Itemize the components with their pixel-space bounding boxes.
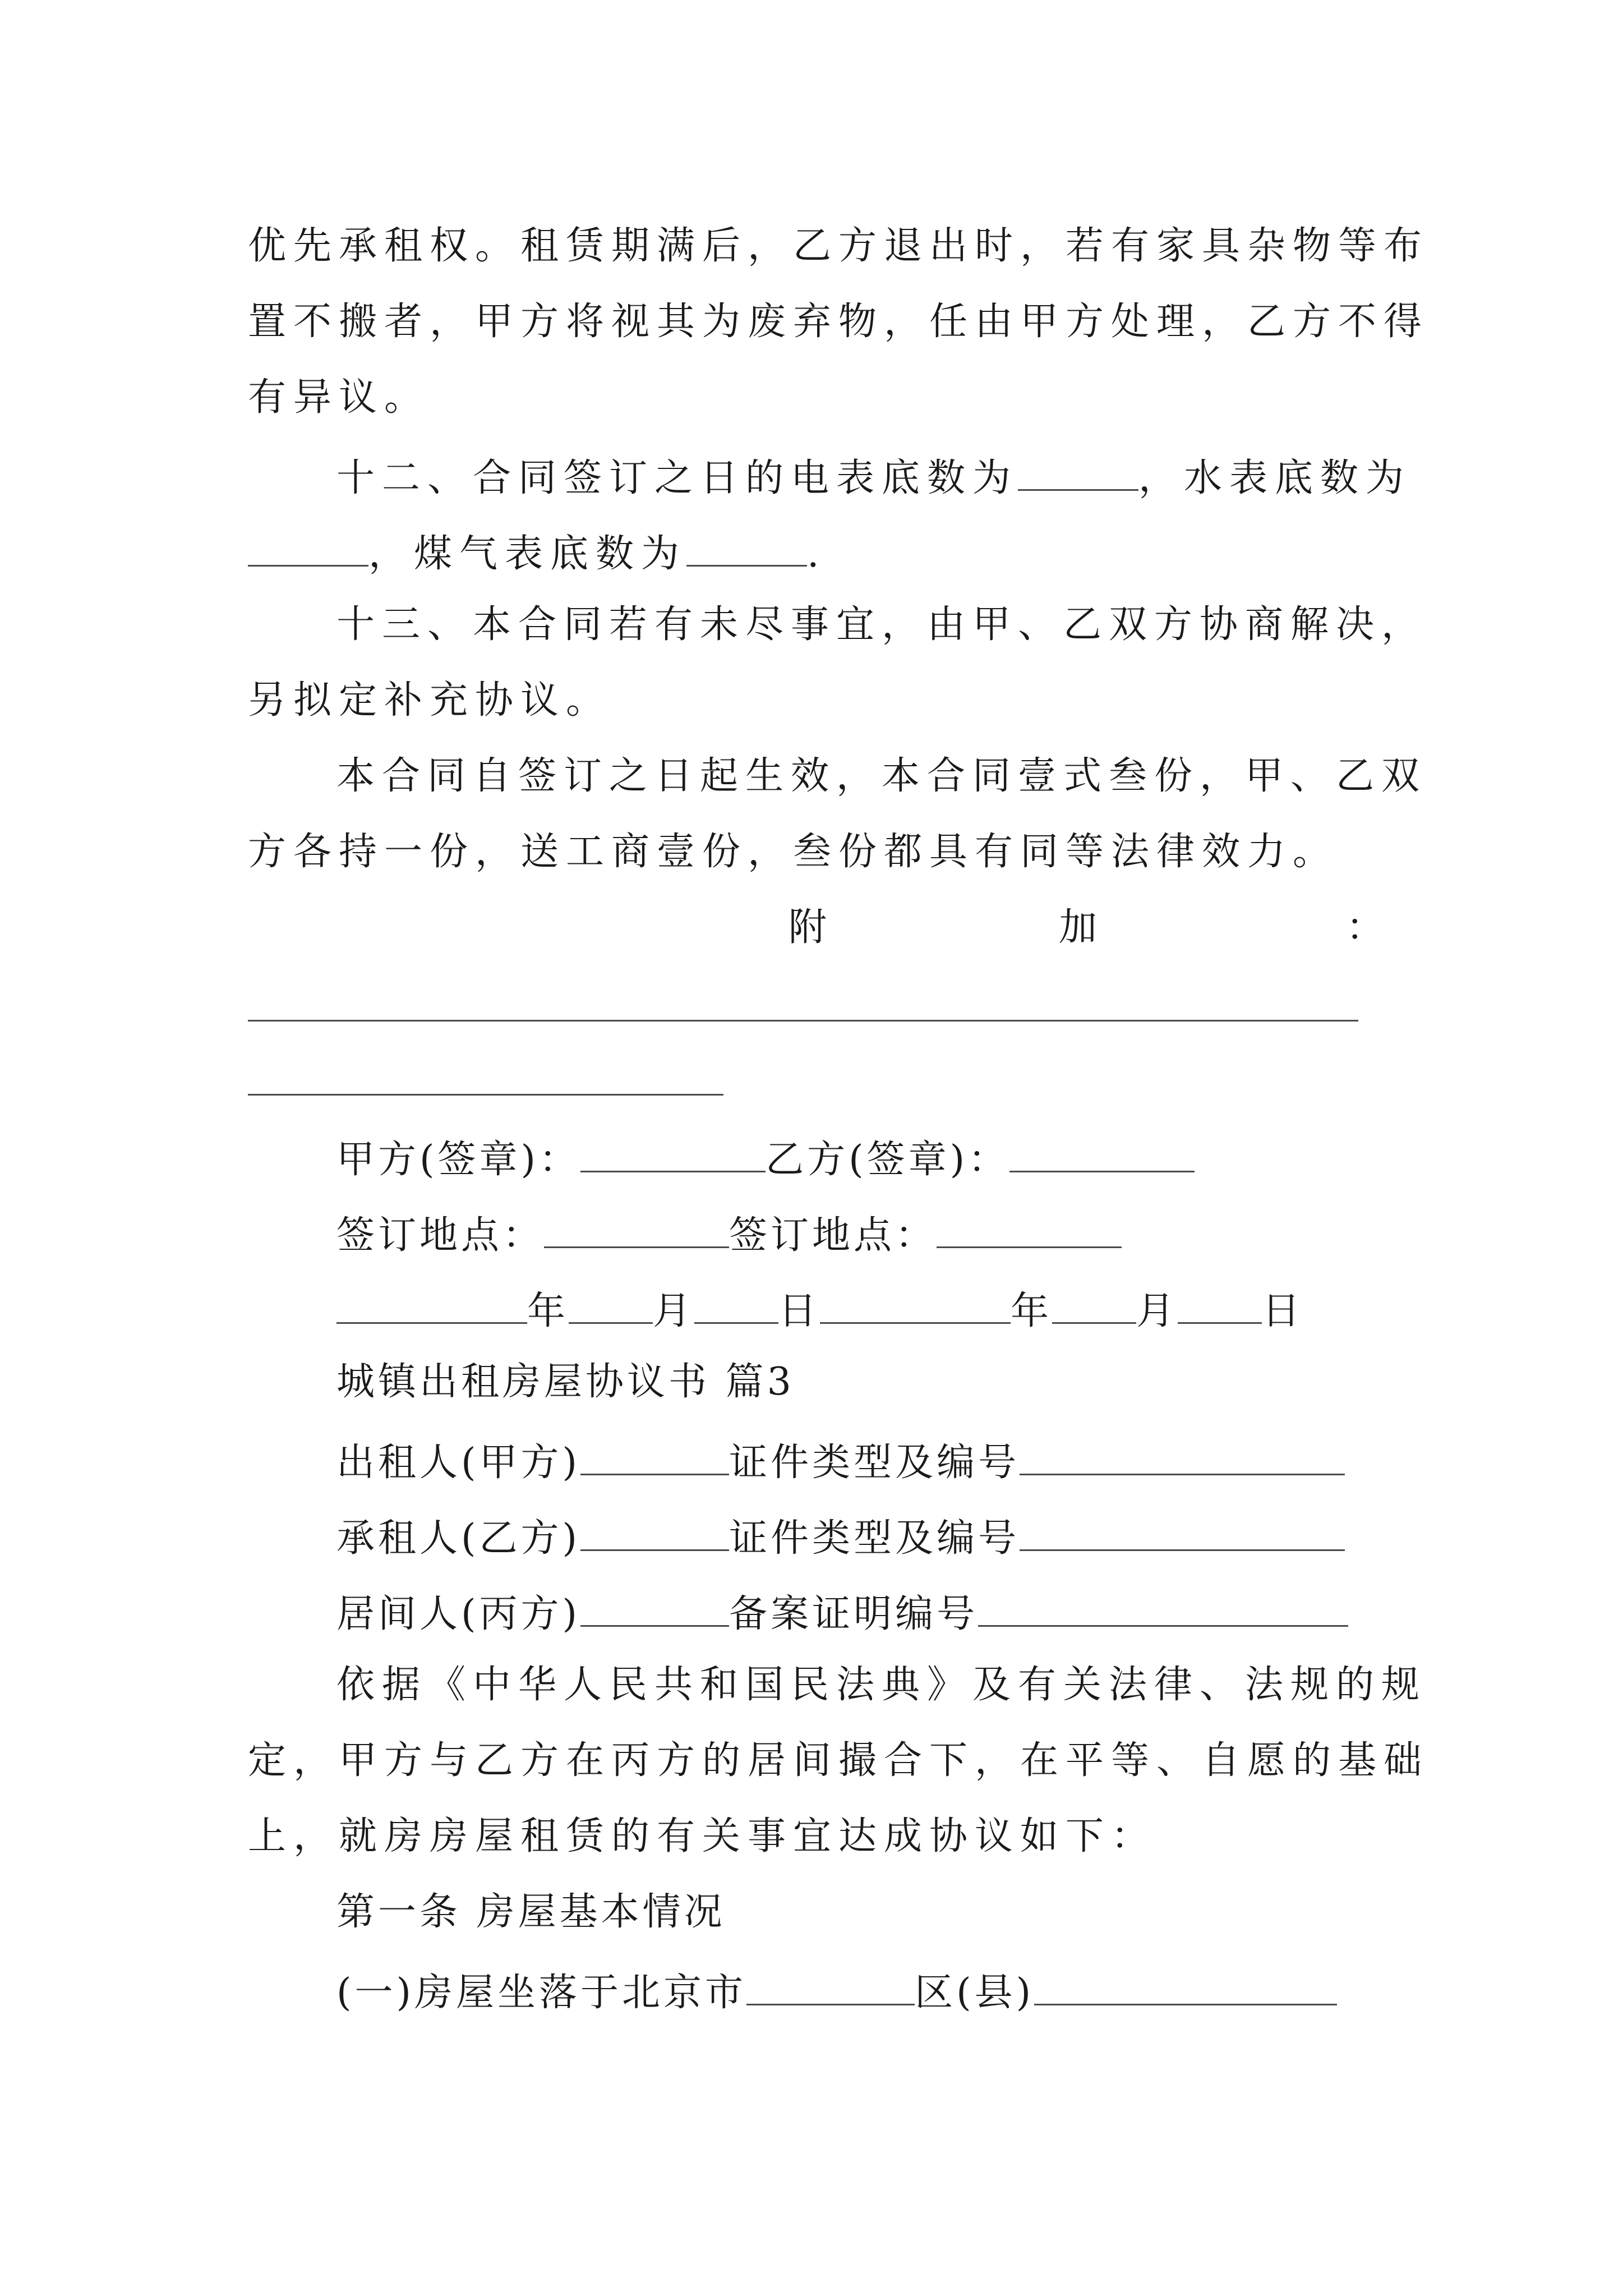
district-label: 区(县) bbox=[915, 1971, 1035, 2015]
article-1-heading: 第一条 房屋基本情况 bbox=[336, 1890, 726, 1934]
party-b-place-label: 签订地点： bbox=[729, 1213, 937, 1258]
text-line: 本合同自签订之日起生效，本合同壹式叁份，甲、乙双 bbox=[336, 754, 1427, 798]
party-b-signature-blank[interactable] bbox=[1009, 1136, 1195, 1172]
lessor-name-blank[interactable] bbox=[580, 1439, 729, 1475]
party-a-signature-blank[interactable] bbox=[580, 1136, 766, 1172]
appendix-blank-line-1[interactable] bbox=[248, 1020, 1358, 1022]
clause-12-text: 十二、合同签订之日的电表底数为 bbox=[336, 456, 1018, 500]
text-line: 优先承租权。租赁期满后，乙方退出时，若有家具杂物等布 bbox=[248, 224, 1430, 268]
clause-12-line2 bbox=[248, 530, 1392, 576]
section-title: 城镇出租房屋协议书 篇3 bbox=[336, 1360, 795, 1404]
year-blank-b[interactable] bbox=[820, 1287, 1011, 1324]
appendix-label-colon: ： bbox=[1346, 905, 1385, 950]
signing-place-line bbox=[336, 1212, 1392, 1258]
broker-name-blank[interactable] bbox=[580, 1590, 729, 1627]
text-line: 依据《中华人民共和国民法典》及有关法律、法规的规 bbox=[336, 1663, 1427, 1707]
appendix-label-fu: 附 bbox=[789, 905, 827, 950]
party-a-place-blank[interactable] bbox=[544, 1212, 729, 1248]
month-label: 月 bbox=[653, 1289, 695, 1333]
clause-12-text-2: ，水表底数为 bbox=[1138, 456, 1412, 500]
party-b-place-blank[interactable] bbox=[937, 1212, 1122, 1248]
broker-line bbox=[336, 1590, 1392, 1634]
lessor-id-blank[interactable] bbox=[1020, 1439, 1345, 1475]
text-line: 置不搬者，甲方将视其为废弃物，任由甲方处理，乙方不得 bbox=[248, 300, 1430, 344]
lessee-id-label: 证件类型及编号 bbox=[729, 1516, 1020, 1561]
text-line: 方各持一份，送工商壹份，叁份都具有同等法律效力。 bbox=[248, 830, 1339, 874]
lessor-label: 出租人(甲方) bbox=[336, 1441, 581, 1485]
year-blank-a[interactable] bbox=[336, 1287, 527, 1324]
lessee-label: 承租人(乙方) bbox=[336, 1516, 581, 1561]
location-line bbox=[336, 1969, 1392, 2015]
lessee-line bbox=[336, 1515, 1392, 1561]
text-line: 上，就房房屋租赁的有关事宜达成协议如下： bbox=[248, 1814, 1157, 1858]
text-line: 有异议。 bbox=[248, 375, 430, 420]
signature-line bbox=[336, 1136, 1392, 1182]
gas-meter-blank[interactable] bbox=[686, 530, 807, 567]
party-a-place-label: 签订地点： bbox=[336, 1213, 545, 1258]
water-meter-blank[interactable] bbox=[248, 530, 368, 567]
clause-12-text-3: ，煤气表底数为 bbox=[368, 532, 687, 576]
day-blank-a[interactable] bbox=[694, 1287, 778, 1324]
appendix-label-jia: 加 bbox=[1059, 905, 1098, 950]
text-line: 另拟定补充协议。 bbox=[248, 678, 612, 723]
day-label: 日 bbox=[778, 1289, 820, 1333]
filing-number-blank[interactable] bbox=[978, 1590, 1348, 1627]
filing-number-label: 备案证明编号 bbox=[729, 1592, 979, 1636]
broker-label: 居间人(丙方) bbox=[336, 1592, 581, 1636]
text-line: 十三、本合同若有未尽事宜，由甲、乙双方协商解决， bbox=[336, 602, 1427, 647]
year-label: 年 bbox=[527, 1289, 569, 1333]
clause-12-period: . bbox=[807, 532, 827, 576]
date-line bbox=[336, 1287, 1392, 1331]
lessor-id-label: 证件类型及编号 bbox=[729, 1441, 1020, 1485]
address-blank[interactable] bbox=[1034, 1969, 1337, 2005]
month-label: 月 bbox=[1136, 1289, 1178, 1333]
lessee-id-blank[interactable] bbox=[1020, 1515, 1345, 1551]
location-label: (一)房屋坐落于北京市 bbox=[336, 1971, 747, 2015]
appendix-blank-line-2[interactable] bbox=[248, 1094, 723, 1096]
clause-12-line1 bbox=[336, 454, 1412, 500]
day-label: 日 bbox=[1262, 1289, 1304, 1333]
party-b-signature-label: 乙方(签章)： bbox=[766, 1138, 1010, 1182]
party-a-signature-label: 甲方(签章)： bbox=[336, 1138, 581, 1182]
lessee-name-blank[interactable] bbox=[580, 1515, 729, 1551]
month-blank-b[interactable] bbox=[1052, 1287, 1136, 1324]
electric-meter-blank[interactable] bbox=[1018, 454, 1138, 491]
lessor-line bbox=[336, 1439, 1392, 1485]
year-label: 年 bbox=[1011, 1289, 1053, 1333]
district-blank[interactable] bbox=[746, 1969, 915, 2005]
day-blank-b[interactable] bbox=[1178, 1287, 1262, 1324]
month-blank-a[interactable] bbox=[569, 1287, 653, 1324]
text-line: 定，甲方与乙方在丙方的居间撮合下，在平等、自愿的基础 bbox=[248, 1738, 1430, 1783]
